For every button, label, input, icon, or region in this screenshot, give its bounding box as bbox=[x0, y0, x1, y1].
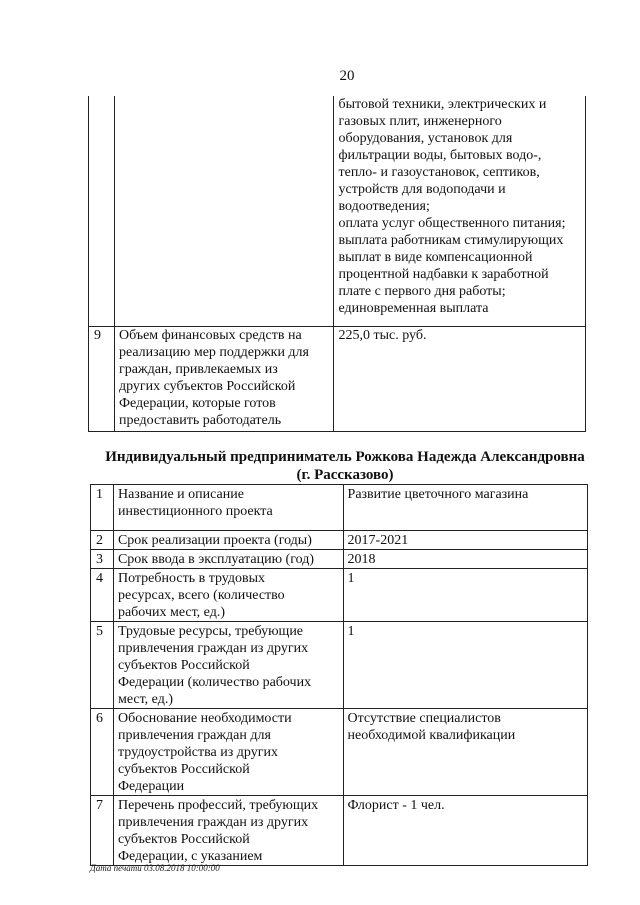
row-value-text: Развитие цветочного магазина bbox=[347, 487, 529, 502]
row-label bbox=[113, 622, 343, 709]
row-label bbox=[113, 569, 343, 622]
table-row bbox=[91, 709, 588, 796]
row-label bbox=[114, 327, 334, 432]
row-value-text: 1 bbox=[347, 571, 355, 586]
row-label bbox=[113, 709, 343, 796]
table-row bbox=[91, 796, 588, 866]
row-number: 5 bbox=[91, 622, 114, 709]
row-number: 1 bbox=[91, 485, 114, 531]
row-value-text: 2018 bbox=[347, 552, 376, 567]
table-row bbox=[91, 550, 588, 569]
row-value-text: 1 bbox=[347, 624, 355, 639]
table-row bbox=[91, 485, 588, 531]
section-heading bbox=[95, 448, 595, 484]
heading-line-1: Индивидуальный предприниматель Рожкова Надежда Александровна bbox=[105, 449, 585, 465]
row-number: 9 bbox=[89, 327, 115, 432]
row-value-text: 2017-2021 bbox=[347, 533, 409, 548]
row-label bbox=[113, 485, 343, 531]
cell-value bbox=[334, 96, 586, 327]
table-row bbox=[91, 622, 588, 709]
row-label-text: Перечень профессий, требующих привлечения граждан из других субъектов Российской Федерации, с указанием bbox=[117, 798, 319, 864]
table-row-continuation bbox=[89, 96, 586, 327]
print-date-footer: Дата печати 03.08.2018 10:00:00 bbox=[90, 863, 220, 873]
row-value bbox=[343, 531, 587, 550]
row-number: 4 bbox=[91, 569, 114, 622]
row-label-text: Срок реализации проекта (годы) bbox=[117, 533, 312, 548]
heading-line-2: (г. Рассказово) bbox=[296, 467, 394, 483]
row-number: 6 bbox=[91, 709, 114, 796]
table-continued bbox=[88, 96, 586, 432]
row-value bbox=[343, 796, 587, 866]
row-value-text: 225,0 тыс. руб. bbox=[338, 328, 427, 343]
table-row bbox=[91, 569, 588, 622]
row-value-text: Отсутствие специалистов необходимой квалификации bbox=[347, 711, 516, 743]
row-number: 7 bbox=[91, 796, 114, 866]
cell-label bbox=[114, 96, 334, 327]
row-value bbox=[343, 485, 587, 531]
row-value bbox=[343, 622, 587, 709]
row-label-text: Срок ввода в эксплуатацию (год) bbox=[117, 552, 314, 567]
continuation-text: бытовой техники, электрических и газовых плит, инженерного оборудования, установок для фильтрации воды, бытовых водо-, тепло- и газоустановок, септиков, устройств для водоподачи и водоотведения; оплата услуг общественного питания; выплата работникам стимулирующих выплат в виде компенсационной процентной надбавки к заработной плате с первого дня работы; единовременная выплата bbox=[338, 97, 566, 316]
row-label-text: Потребность в трудовых ресурсах, всего (количество рабочих мест, ед.) bbox=[117, 571, 285, 620]
row-value-text: Флорист - 1 чел. bbox=[347, 798, 445, 813]
row-label bbox=[113, 531, 343, 550]
table-row bbox=[89, 327, 586, 432]
row-value bbox=[334, 327, 586, 432]
table-row bbox=[91, 531, 588, 550]
project-table bbox=[90, 484, 588, 866]
row-value bbox=[343, 709, 587, 796]
row-label-text: Объем финансовых средств на реализацию мер поддержки для граждан, привлекаемых из других субъектов Российской Федерации, которые готов предоставить работодатель bbox=[118, 328, 309, 428]
row-label-text: Обоснование необходимости привлечения граждан для трудоустройства из других субъектов Российской Федерации bbox=[117, 711, 292, 794]
row-number: 3 bbox=[91, 550, 114, 569]
row-number: 2 bbox=[91, 531, 114, 550]
row-value bbox=[343, 569, 587, 622]
row-label bbox=[113, 550, 343, 569]
page-number: 20 bbox=[339, 68, 355, 84]
row-label bbox=[113, 796, 343, 866]
cell-num bbox=[89, 96, 115, 327]
row-value bbox=[343, 550, 587, 569]
row-label-text: Трудовые ресурсы, требующие привлечения граждан из других субъектов Российской Федерации (количество рабочих мест, ед.) bbox=[117, 624, 312, 707]
row-label-text: Название и описание инвестиционного проекта bbox=[117, 487, 273, 519]
